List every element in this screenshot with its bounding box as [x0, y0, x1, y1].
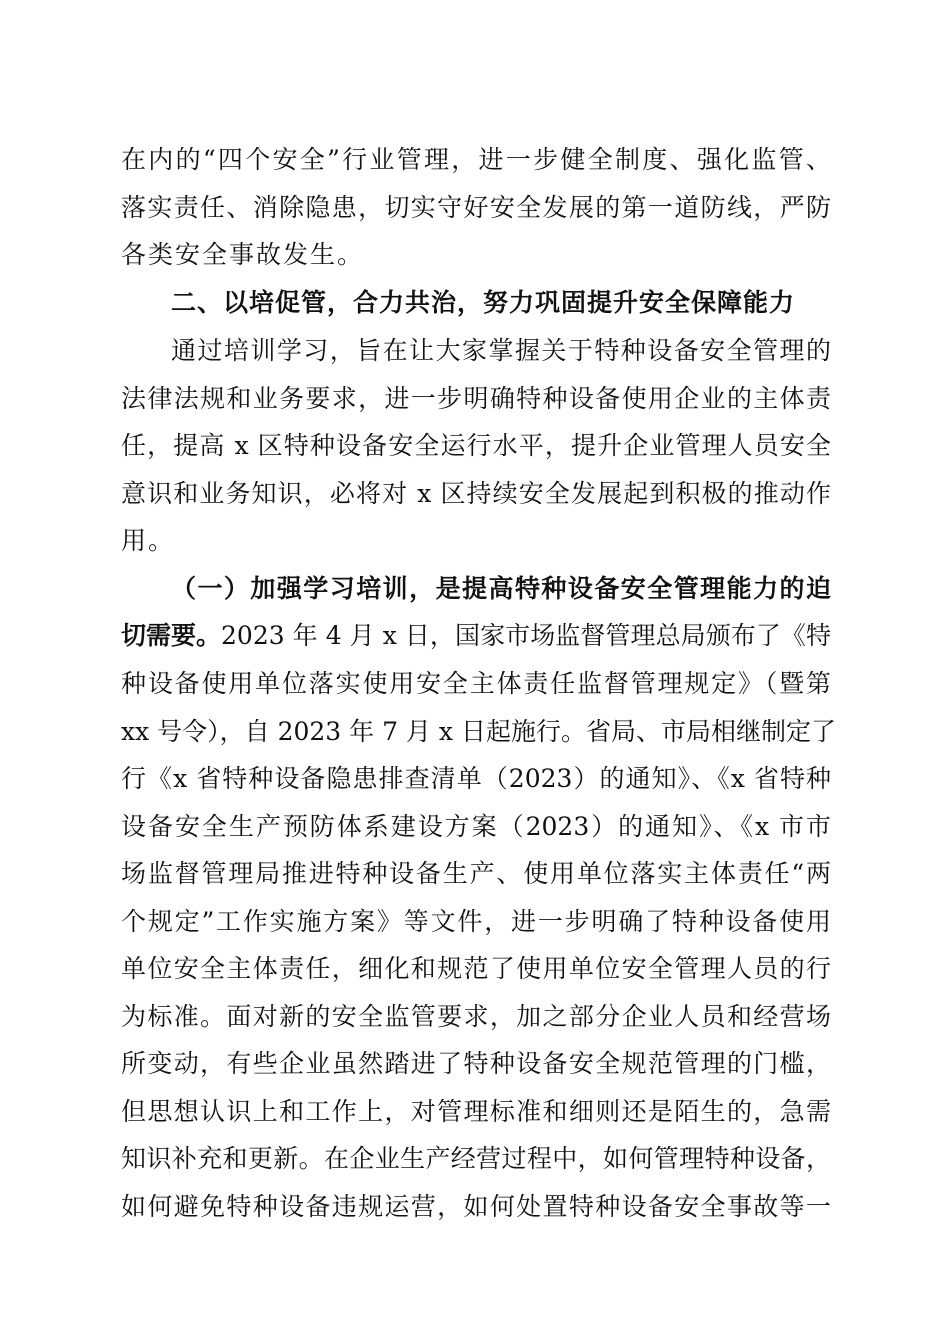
paragraph-3-line-11: 所变动，有些企业虽然踏进了特种设备安全规范管理的门槛，	[121, 1049, 831, 1078]
paragraph-3-line-2-rest: 2023 年 4 月 x 日，国家市场监督管理总局颁布了《特	[221, 621, 831, 650]
paragraph-2-line-3: 任，提高 x 区特种设备安全运行水平，提升企业管理人员安全	[121, 431, 831, 460]
paragraph-3-line-6: 设备安全生产预防体系建设方案（2023）的通知》、《x 市市	[121, 812, 831, 841]
paragraph-3-line-10: 为标准。面对新的安全监管要求，加之部分企业人员和经营场	[121, 1002, 831, 1031]
paragraph-3-line-5: 行《x 省特种设备隐患排查清单（2023）的通知》、《x 省特种	[121, 764, 831, 793]
paragraph-1-line-2: 落实责任、消除隐患，切实守好安全发展的第一道防线，严防	[121, 193, 831, 222]
paragraph-2-line-5: 用。	[121, 526, 176, 555]
paragraph-1-line-1: 在内的“四个安全”行业管理，进一步健全制度、强化监管、	[121, 145, 831, 174]
paragraph-3-bold-lead-line-2: 切需要。	[121, 621, 222, 650]
paragraph-3-line-4: xx 号令），自 2023 年 7 月 x 日起施行。省局、市局相继制定了	[121, 717, 836, 746]
paragraph-3-bold-lead-line-1: （一）加强学习培训，是提高特种设备安全管理能力的迫	[171, 574, 831, 603]
paragraph-3-line-9: 单位安全主体责任，细化和规范了使用单位安全管理人员的行	[121, 954, 831, 983]
paragraph-3-line-12: 但思想认识上和工作上，对管理标准和细则还是陌生的，急需	[121, 1097, 831, 1126]
paragraph-2-line-2: 法律法规和业务要求，进一步明确特种设备使用企业的主体责	[121, 384, 831, 413]
paragraph-1-line-3: 各类安全事故发生。	[121, 240, 365, 269]
paragraph-2-line-1: 通过培训学习，旨在让大家掌握关于特种设备安全管理的	[171, 336, 831, 365]
paragraph-3-line-13: 知识补充和更新。在企业生产经营过程中，如何管理特种设备，	[121, 1144, 831, 1173]
paragraph-3-line-14: 如何避免特种设备违规运营，如何处置特种设备安全事故等一	[121, 1192, 831, 1221]
paragraph-3-line-8: 个规定”工作实施方案》等文件，进一步明确了特种设备使用	[121, 907, 831, 936]
section-heading: 二、以培促管，合力共治，努力巩固提升安全保障能力	[171, 288, 796, 317]
paragraph-3-line-2	[121, 621, 831, 651]
paragraph-3-line-3: 种设备使用单位落实使用安全主体责任监督管理规定》（暨第	[121, 669, 831, 698]
paragraph-2-line-4: 意识和业务知识，必将对 x 区持续安全发展起到积极的推动作	[121, 479, 831, 508]
paragraph-3-line-7: 场监督管理局推进特种设备生产、使用单位落实主体责任“两	[121, 859, 831, 888]
